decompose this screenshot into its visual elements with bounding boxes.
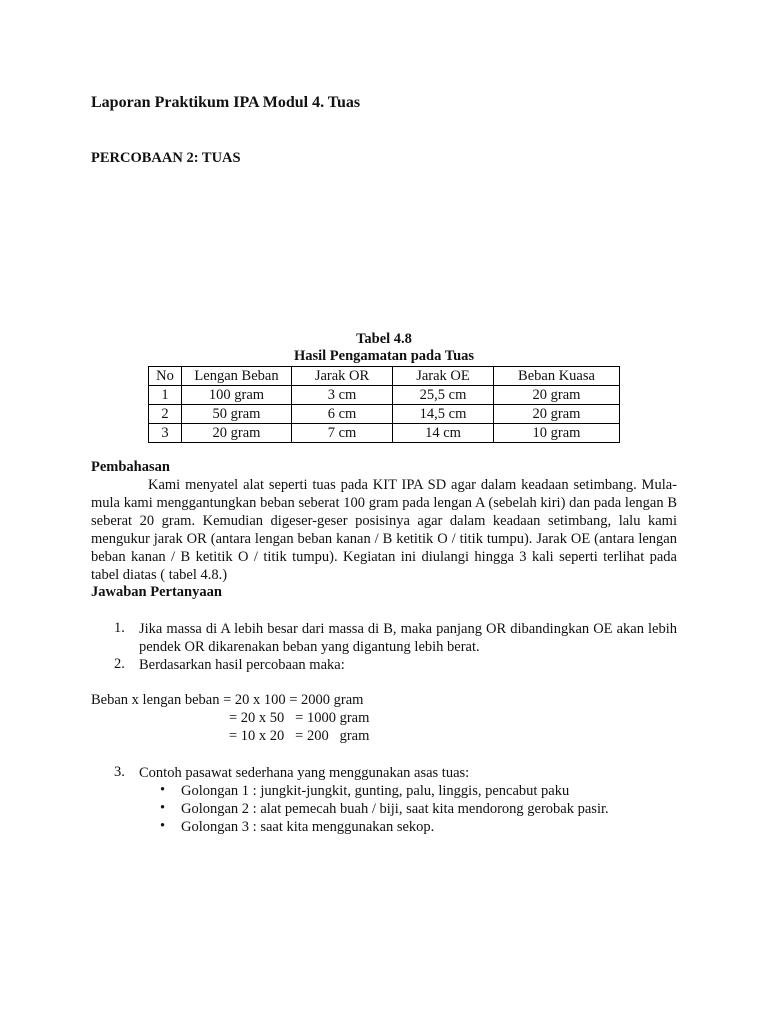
list-item: Golongan 3 : saat kita menggunakan sekop. bbox=[181, 819, 435, 835]
list-item: Golongan 1 : jungkit-jungkit, gunting, palu, linggis, pencabut paku bbox=[181, 783, 570, 799]
jawaban-heading: Jawaban Pertanyaan bbox=[91, 584, 222, 600]
table-cell: 14,5 cm bbox=[393, 405, 494, 424]
bullet-icon: • bbox=[160, 800, 166, 816]
column-header: No bbox=[149, 367, 182, 386]
column-header: Jarak OR bbox=[292, 367, 393, 386]
table-caption-number: Tabel 4.8 bbox=[356, 331, 412, 347]
table-row bbox=[149, 424, 620, 443]
page-title: Laporan Praktikum IPA Modul 4. Tuas bbox=[91, 94, 361, 111]
bullet-icon: • bbox=[160, 818, 166, 834]
table-cell: 50 gram bbox=[182, 405, 292, 424]
list-item: Golongan 2 : alat pemecah buah / biji, saat kita mendorong gerobak pasir. bbox=[181, 801, 609, 817]
table-cell: 6 cm bbox=[292, 405, 393, 424]
pembahasan-paragraph bbox=[91, 476, 677, 584]
answer-1-text: Jika massa di A lebih besar dari massa di B, maka panjang OR dibandingkan OE akan lebih pendek OR dikarenakan beban yang digantung lebih berat. bbox=[139, 621, 677, 655]
table-cell: 10 gram bbox=[494, 424, 620, 443]
section-subtitle: PERCOBAAN 2: TUAS bbox=[91, 150, 241, 166]
calculation-line: = 20 x 50 = 1000 gram bbox=[229, 710, 370, 726]
column-header: Beban Kuasa bbox=[494, 367, 620, 386]
table-cell: 20 gram bbox=[182, 424, 292, 443]
table-cell: 1 bbox=[149, 386, 182, 405]
table-cell: 3 cm bbox=[292, 386, 393, 405]
pembahasan-heading: Pembahasan bbox=[91, 459, 170, 475]
table-row bbox=[149, 405, 620, 424]
table-cell: 100 gram bbox=[182, 386, 292, 405]
table-header-row bbox=[149, 367, 620, 386]
table-cell: 14 cm bbox=[393, 424, 494, 443]
table-cell: 2 bbox=[149, 405, 182, 424]
list-number: 2. bbox=[114, 656, 125, 672]
table-cell: 3 bbox=[149, 424, 182, 443]
calculation-line: = 10 x 20 = 200 gram bbox=[229, 728, 370, 744]
answer-2-text: Berdasarkan hasil percobaan maka: bbox=[139, 657, 345, 673]
column-header: Jarak OE bbox=[393, 367, 494, 386]
list-number: 1. bbox=[114, 620, 125, 636]
observation-table bbox=[148, 366, 620, 443]
table-cell: 20 gram bbox=[494, 386, 620, 405]
bullet-icon: • bbox=[160, 782, 166, 798]
calculation-line: Beban x lengan beban = 20 x 100 = 2000 gram bbox=[91, 692, 364, 708]
table-cell: 7 cm bbox=[292, 424, 393, 443]
table-caption-title: Hasil Pengamatan pada Tuas bbox=[293, 348, 475, 364]
pembahasan-text: Kami menyatel alat seperti tuas pada KIT IPA SD agar dalam keadaan setimbang. Mula-mula kami menggantungkan beban seberat 100 gram pada lengan A (sebelah kiri) dan pada lengan B seberat 20 gram. Kemudian digeser-geser posisinya agar dalam keadaan setimbang, lalu kami mengukur jarak OR (antara lengan beban kanan / B ketitik O / titik tumpu). Jarak OE (antara lengan beban kanan / B ketitik O / titik tumpu). Kegiatan ini diulangi hingga 3 kali seperti terlihat pada tabel diatas ( tabel 4.8.) bbox=[91, 477, 677, 583]
table-cell: 25,5 cm bbox=[393, 386, 494, 405]
list-number: 3. bbox=[114, 764, 125, 780]
table-row bbox=[149, 386, 620, 405]
column-header: Lengan Beban bbox=[182, 367, 292, 386]
table-cell: 20 gram bbox=[494, 405, 620, 424]
answer-3-text: Contoh pasawat sederhana yang menggunakan asas tuas: bbox=[139, 765, 470, 781]
